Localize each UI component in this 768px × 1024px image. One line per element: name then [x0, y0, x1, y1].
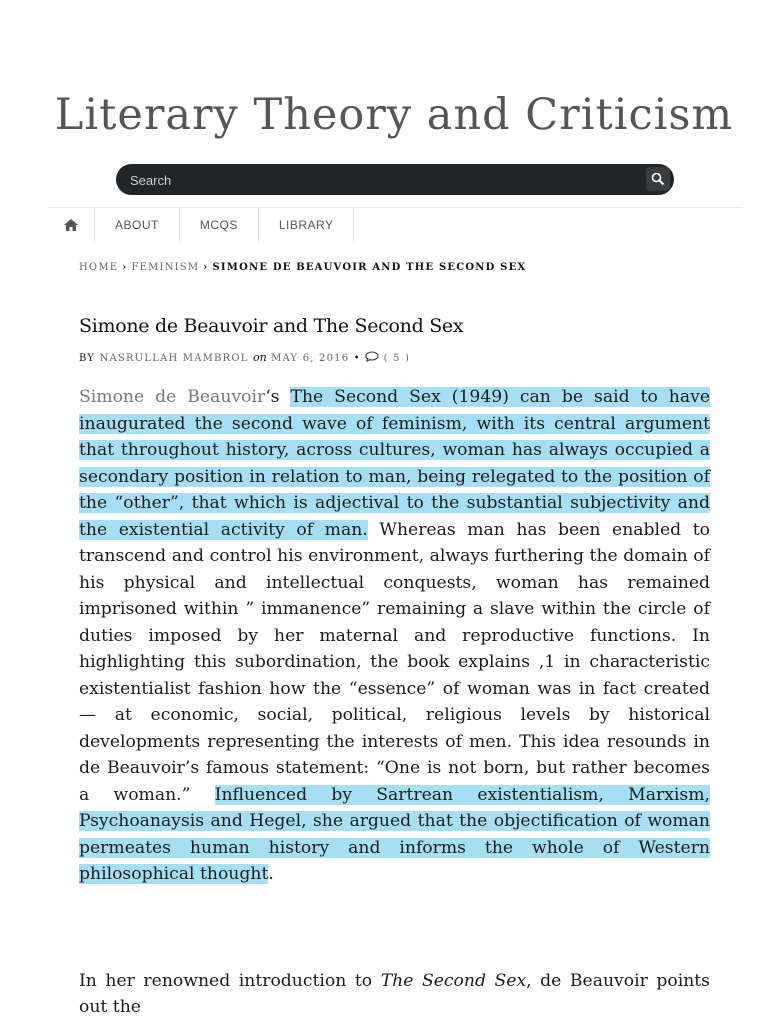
- meta-on-label: on: [252, 351, 267, 364]
- post-title: Simone de Beauvoir and The Second Sex: [79, 315, 464, 337]
- breadcrumb-separator: ›: [203, 262, 209, 273]
- article-paragraph: [79, 968, 710, 1021]
- paragraph-end: .: [268, 864, 274, 884]
- nav-item-library[interactable]: LIBRARY: [259, 208, 355, 242]
- nav-item-about[interactable]: ABOUT: [95, 208, 180, 242]
- post-meta: [79, 351, 410, 364]
- search-icon: [651, 172, 665, 186]
- paragraph-text: , de Beauvoir points out the: [79, 970, 710, 1017]
- author-link[interactable]: Simone de Beauvoir: [79, 387, 266, 407]
- site-title[interactable]: Literary Theory and Criticism: [54, 90, 734, 140]
- article-paragraph: [79, 384, 710, 888]
- highlighted-text: Influenced by Sartrean existentialism, Marxism, Psychoanaysis and Hegel, she argued that the objectification of woman permeates human history and informs the whole of Western philosophical thought: [79, 784, 710, 884]
- meta-bullet: •: [353, 353, 361, 364]
- nav-item-mcqs[interactable]: MCQS: [180, 208, 259, 242]
- breadcrumb: [79, 262, 526, 273]
- search-input[interactable]: [128, 169, 632, 191]
- main-nav: [48, 208, 354, 242]
- article-body: [79, 384, 710, 1021]
- paragraph-text: Whereas man has been enabled to transcend and control his environment, always furthering the domain of his physical and intellectual conquests, woman has remained imprisoned within ” immanence” remaining a slave within the circle of duties imposed by her maternal and reproductive functions. In highlighting this subordination, the book explains ,1 in characteristic existentialist fashion how the “essence” of woman was in fact created — at economic, social, political, religious levels by historical developments representing the interests of men. This idea resounds in de Beauvoir’s famous statement: “One is not born, but rather becomes a woman.”: [79, 519, 710, 805]
- comment-icon[interactable]: [365, 351, 379, 362]
- nav-home[interactable]: [48, 208, 95, 242]
- search-button[interactable]: [646, 167, 670, 191]
- breadcrumb-current: SIMONE DE BEAUVOIR AND THE SECOND SEX: [212, 262, 527, 273]
- paragraph-text: In her renowned introduction to: [79, 970, 381, 991]
- meta-by-label: BY: [79, 353, 96, 364]
- breadcrumb-separator: ›: [122, 262, 128, 273]
- meta-author[interactable]: NASRULLAH MAMBROL: [99, 353, 249, 364]
- breadcrumb-category[interactable]: FEMINISM: [131, 262, 200, 273]
- search-bar: [116, 164, 674, 195]
- breadcrumb-home[interactable]: HOME: [79, 262, 119, 273]
- highlighted-text: The Second Sex (1949) can be said to have inaugurated the second wave of feminism, with its central argument that throughout history, across cultures, woman has always occupied a secondary position in relation to man, being relegated to the position of the “other”, that which is adjectival to the substantial subjectivity and the existential activity of man.: [79, 387, 710, 540]
- possessive-text: ‘s: [265, 387, 291, 407]
- meta-comments[interactable]: ( 5 ): [383, 353, 411, 364]
- home-icon: [64, 219, 78, 231]
- book-title: The Second Sex: [380, 970, 527, 991]
- meta-date[interactable]: MAY 6, 2016: [271, 353, 350, 364]
